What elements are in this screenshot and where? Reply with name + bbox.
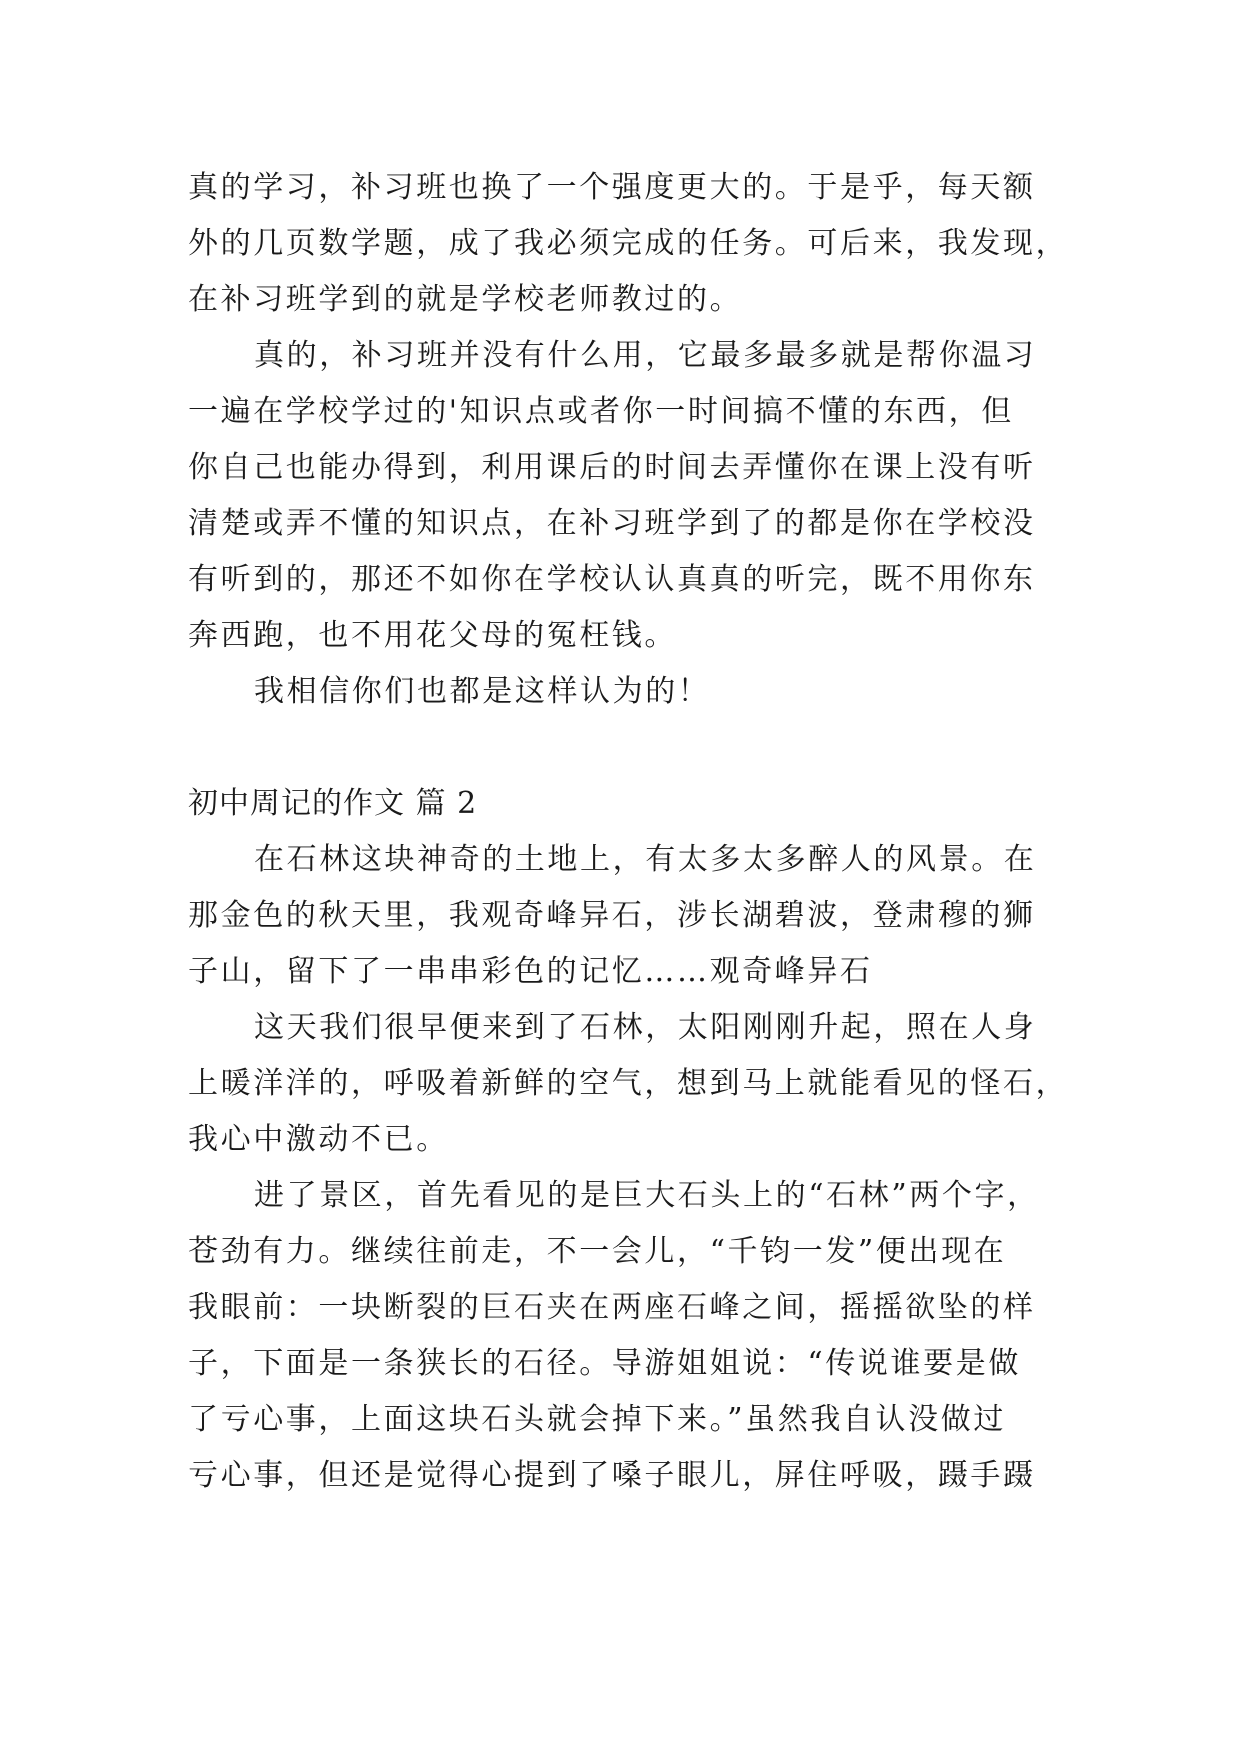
text-line: 在石林这块神奇的土地上，有太多太多醉人的风景。在 bbox=[254, 842, 1037, 877]
section-title: 初中周记的作文 篇 2 bbox=[188, 786, 478, 821]
text-line: 子山，留下了一串串彩色的记忆……观奇峰异石 bbox=[188, 954, 873, 989]
text-line: 了亏心事，上面这块石头就会掉下来。”虽然我自认没做过 bbox=[188, 1402, 1006, 1437]
text-line: 有听到的，那还不如你在学校认认真真的听完，既不用你东 bbox=[188, 562, 1036, 597]
spacer bbox=[188, 720, 1054, 776]
text-line: 亏心事，但还是觉得心提到了嗓子眼儿，屏住呼吸，蹑手蹑 bbox=[188, 1458, 1036, 1493]
document-body bbox=[188, 160, 1069, 1504]
text-line: 上暖洋洋的，呼吸着新鲜的空气，想到马上就能看见的怪石， bbox=[188, 1066, 1069, 1101]
text-line: 真的学习，补习班也换了一个强度更大的。于是乎，每天额 bbox=[188, 170, 1036, 205]
text-line: 在补习班学到的就是学校老师教过的。 bbox=[188, 282, 743, 317]
text-line: 外的几页数学题，成了我必须完成的任务。可后来，我发现， bbox=[188, 226, 1069, 261]
text-line: 苍劲有力。继续往前走，不一会儿，“千钧一发”便出现在 bbox=[188, 1234, 1007, 1269]
text-line: 一遍在学校学过的'知识点或者你一时间搞不懂的东西，但 bbox=[188, 394, 1014, 429]
text-line: 我相信你们也都是这样认为的！ bbox=[254, 674, 711, 709]
text-line: 奔西跑，也不用花父母的冤枉钱。 bbox=[188, 618, 677, 653]
text-line: 清楚或弄不懂的知识点，在补习班学到了的都是你在学校没 bbox=[188, 506, 1036, 541]
text-line: 那金色的秋天里，我观奇峰异石，涉长湖碧波，登肃穆的狮 bbox=[188, 898, 1036, 933]
text-line: 子，下面是一条狭长的石径。导游姐姐说：“传说谁要是做 bbox=[188, 1346, 1021, 1381]
section-2 bbox=[188, 776, 1069, 1504]
section-1 bbox=[188, 160, 1069, 720]
paragraph bbox=[188, 664, 1054, 720]
paragraph bbox=[188, 328, 1054, 664]
text-line: 真的，补习班并没有什么用，它最多最多就是帮你温习 bbox=[254, 338, 1037, 373]
paragraph bbox=[188, 1000, 1069, 1168]
text-line: 你自己也能办得到，利用课后的时间去弄懂你在课上没有听 bbox=[188, 450, 1036, 485]
paragraph bbox=[188, 832, 1054, 1000]
text-line: 我心中激动不已。 bbox=[188, 1122, 449, 1157]
text-line: 这天我们很早便来到了石林，太阳刚刚升起，照在人身 bbox=[254, 1010, 1037, 1045]
text-line: 我眼前：一块断裂的巨石夹在两座石峰之间，摇摇欲坠的样 bbox=[188, 1290, 1036, 1325]
paragraph bbox=[188, 1168, 1054, 1504]
text-line: 进了景区，首先看见的是巨大石头上的“石林”两个字， bbox=[254, 1178, 1040, 1213]
paragraph bbox=[188, 160, 1069, 328]
